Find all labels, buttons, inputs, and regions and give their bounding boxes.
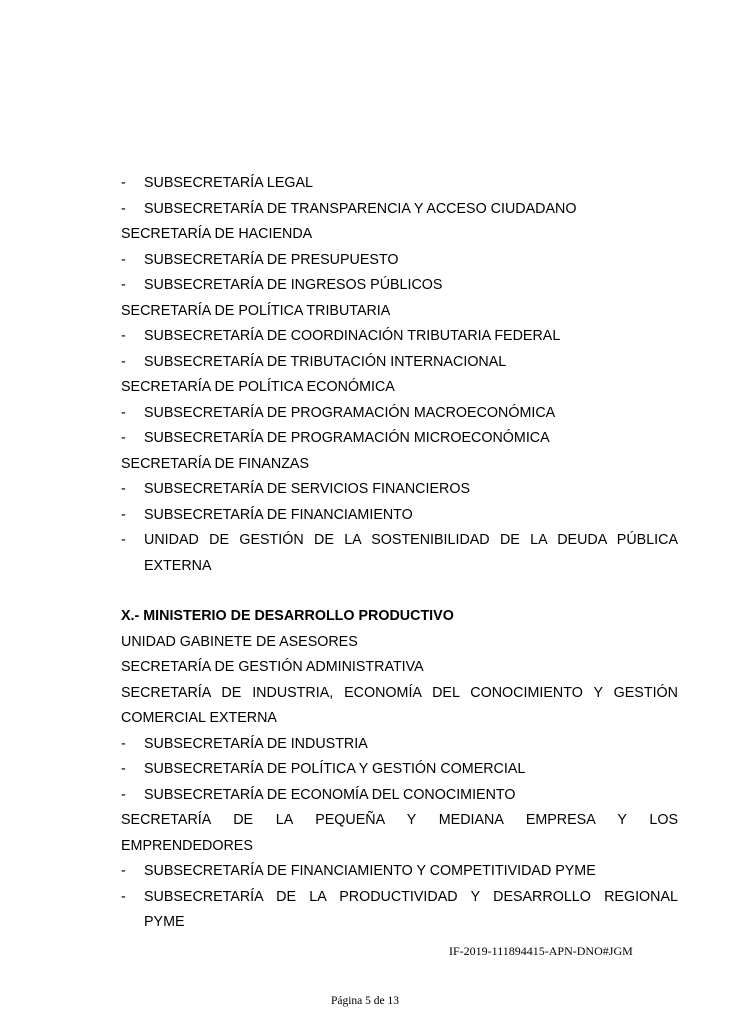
secretariat-line: SECRETARÍA DE FINANZAS	[121, 455, 310, 472]
secretariat-line: EMPRENDEDORES	[121, 837, 253, 854]
list-item-text: SUBSECRETARÍA LEGAL	[144, 175, 313, 191]
list-item-text: SUBSECRETARÍA DE PROGRAMACIÓN MACROECONÓMICA	[144, 404, 556, 421]
list-item-text: SUBSECRETARÍA DE SERVICIOS FINANCIEROS	[144, 481, 470, 497]
list-item-text: SUBSECRETARÍA DE ECONOMÍA DEL CONOCIMIENTO	[144, 786, 516, 803]
list-item-text-continued: EXTERNA	[144, 557, 212, 574]
bullet-dash: -	[121, 506, 126, 523]
list-item	[121, 197, 678, 223]
list-item	[121, 528, 678, 579]
paragraph-gap	[121, 579, 678, 604]
list-item	[121, 248, 678, 274]
secretariat-line: UNIDAD GABINETE DE ASESORES	[121, 633, 358, 650]
bullet-dash: -	[121, 175, 126, 191]
list-item-text: SUBSECRETARÍA DE PROGRAMACIÓN MICROECONÓMICA	[144, 430, 550, 446]
bullet-dash: -	[121, 277, 126, 293]
secretariat-line: SECRETARÍA DE POLÍTICA ECONÓMICA	[121, 379, 395, 395]
bullet-dash: -	[121, 786, 126, 803]
document-body	[121, 171, 678, 936]
bullet-dash: -	[121, 532, 126, 548]
list-item	[121, 477, 678, 503]
list-item	[121, 783, 678, 809]
list-item	[121, 757, 678, 783]
bullet-dash: -	[121, 863, 126, 879]
secretariat-line: SECRETARÍA DE POLÍTICA TRIBUTARIA	[121, 302, 391, 319]
list-item-text: SUBSECRETARÍA DE FINANCIAMIENTO Y COMPETITIVIDAD PYME	[144, 863, 596, 879]
bullet-dash: -	[121, 200, 126, 217]
list-item	[121, 732, 678, 758]
bullet-dash: -	[121, 251, 126, 268]
list-item	[121, 324, 678, 350]
page-number: Página 5 de 13	[330, 995, 400, 1007]
list-item	[121, 885, 678, 936]
list-item-text: SUBSECRETARÍA DE TRIBUTACIÓN INTERNACIONAL	[144, 353, 507, 370]
list-item	[121, 401, 678, 427]
list-item-text: UNIDAD DE GESTIÓN DE LA SOSTENIBILIDAD DE LA DEUDA PÚBLICA	[144, 532, 678, 548]
bullet-dash: -	[121, 888, 126, 905]
list-item-text: SUBSECRETARÍA DE COORDINACIÓN TRIBUTARIA FEDERAL	[144, 328, 561, 344]
list-item	[121, 426, 678, 452]
section-heading: X.- MINISTERIO DE DESARROLLO PRODUCTIVO	[121, 608, 454, 624]
document-id: IF-2019-111894415-APN-DNO#JGM	[449, 944, 633, 958]
list-item-text: SUBSECRETARÍA DE PRESUPUESTO	[144, 251, 399, 268]
list-item-text: SUBSECRETARÍA DE INGRESOS PÚBLICOS	[144, 277, 443, 293]
bullet-dash: -	[121, 353, 126, 370]
list-item	[121, 350, 678, 376]
list-item-text: SUBSECRETARÍA DE LA PRODUCTIVIDAD Y DESARROLLO REGIONAL	[144, 888, 678, 905]
list-item-text: SUBSECRETARÍA DE POLÍTICA Y GESTIÓN COMERCIAL	[144, 761, 526, 777]
list-item	[121, 273, 678, 299]
bullet-dash: -	[121, 735, 126, 752]
list-item	[121, 503, 678, 529]
secretariat-line: SECRETARÍA DE HACIENDA	[121, 226, 313, 242]
bullet-dash: -	[121, 761, 126, 777]
list-item-text-continued: PYME	[144, 914, 185, 930]
secretariat-line: SECRETARÍA DE LA PEQUEÑA Y MEDIANA EMPRESA Y LOS	[121, 812, 678, 828]
list-item-text: SUBSECRETARÍA DE INDUSTRIA	[144, 735, 368, 752]
bullet-dash: -	[121, 328, 126, 344]
bullet-dash: -	[121, 481, 126, 497]
bullet-dash: -	[121, 404, 126, 421]
list-item-text: SUBSECRETARÍA DE TRANSPARENCIA Y ACCESO CIUDADANO	[144, 200, 577, 217]
bullet-dash: -	[121, 430, 126, 446]
list-item	[121, 171, 678, 197]
list-item	[121, 859, 678, 885]
secretariat-line: COMERCIAL EXTERNA	[121, 710, 277, 726]
secretariat-line: SECRETARÍA DE INDUSTRIA, ECONOMÍA DEL CONOCIMIENTO Y GESTIÓN	[121, 684, 678, 701]
secretariat-line: SECRETARÍA DE GESTIÓN ADMINISTRATIVA	[121, 659, 424, 675]
list-item-text: SUBSECRETARÍA DE FINANCIAMIENTO	[144, 506, 413, 523]
